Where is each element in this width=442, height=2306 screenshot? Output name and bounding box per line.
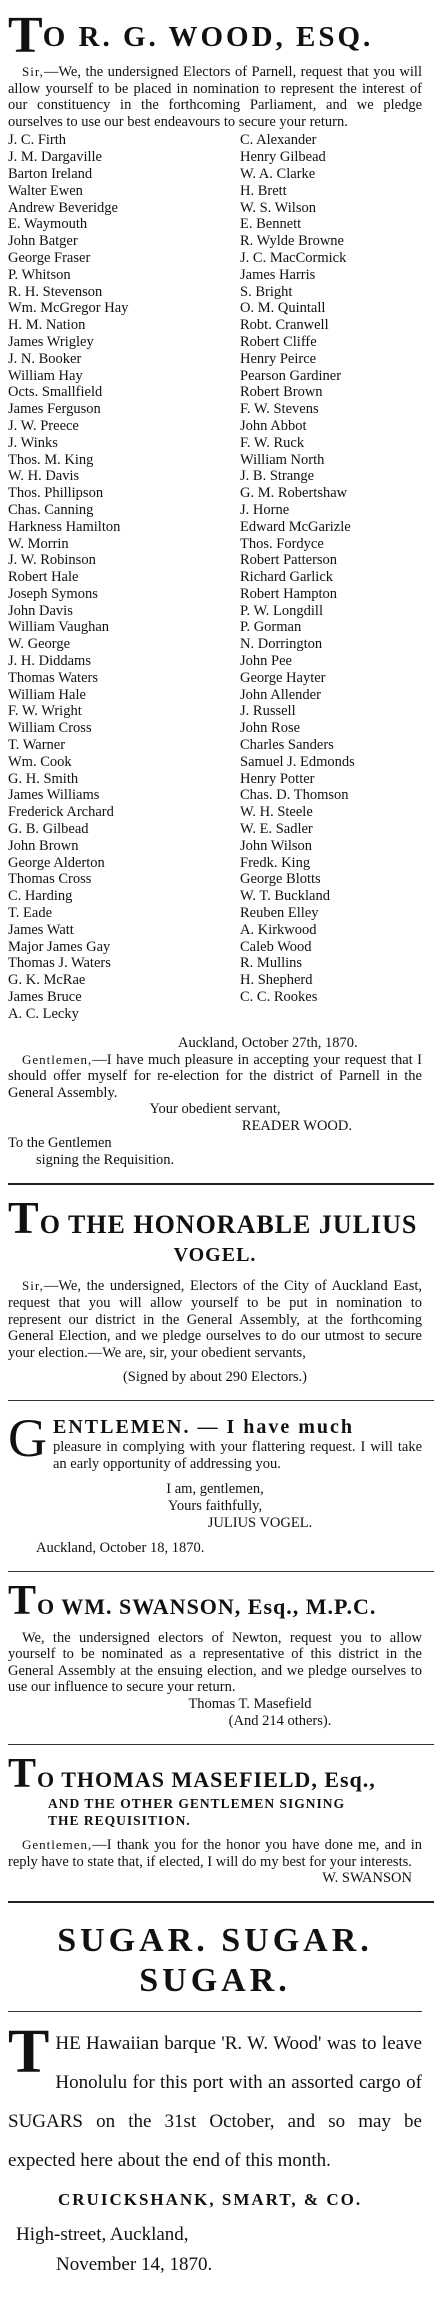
- signatory-name: S. Bright: [240, 283, 293, 300]
- signatory-name: W. T. Buckland: [240, 888, 330, 905]
- signatory-name: Robert Hampton: [240, 585, 338, 602]
- signatory-name: G. H. Smith: [8, 770, 79, 787]
- signatory-name: William Vaughan: [8, 619, 110, 636]
- ad-header: [8, 7, 422, 64]
- signatory-name: George Alderton: [8, 854, 105, 871]
- signatory-name: E. Bennett: [240, 216, 302, 233]
- signatory-name: William Hale: [8, 686, 86, 703]
- closing-line-1: I am, gentlemen,: [166, 1480, 264, 1497]
- signatory-name: George Fraser: [8, 249, 91, 266]
- signatory-name: Thos. Phillipson: [8, 485, 104, 502]
- signatory-name: J. H. Diddams: [8, 653, 91, 670]
- signatory-name: Reuben Elley: [240, 905, 319, 922]
- signatory-name: Pearson Gardiner: [240, 367, 342, 384]
- dateline: Auckland, October 18, 1870.: [36, 1539, 205, 1556]
- header-text: O THOMAS MASEFIELD, Esq.,: [37, 1766, 376, 1792]
- signatory-name: W. S. Wilson: [240, 199, 316, 216]
- signatory-name: F. W. Ruck: [240, 434, 305, 451]
- reply-block: [8, 1415, 422, 1472]
- ad-requisition-swanson: [0, 1577, 442, 1730]
- requisition-body: —We, the undersigned Electors of Parnell, request that you will allow yourself to be placed in nomination to represent the interest of our constituency in the forthcoming Parliament, and we pledge ourselves to use our best endeavours to secure your return.: [8, 64, 422, 130]
- signatory-name: J. Winks: [8, 434, 58, 451]
- signatory-name: P. Gorman: [240, 619, 302, 636]
- signatory-name: O. M. Quintall: [240, 300, 326, 317]
- reply-header: ENTLEMEN. — I have much: [53, 1416, 355, 1439]
- signatory-name: Richard Garlick: [240, 569, 334, 586]
- header-line-1: O THE HONORABLE JULIUS: [39, 1210, 418, 1240]
- reply-body: —I thank you for the honor you have done me, and in reply have to state that, if elected, I will do my best for your interests.: [8, 1836, 422, 1870]
- ad-header: [8, 1750, 422, 1797]
- signatory-name: Thos. M. King: [8, 451, 94, 468]
- signatory-name: Chas. D. Thomson: [240, 787, 349, 804]
- signatory-name: P. Whitson: [8, 266, 71, 283]
- signatory-name: George Hayter: [240, 669, 326, 686]
- signatory-name: G. K. McRae: [8, 972, 86, 989]
- signatory-name: C. Harding: [8, 888, 73, 905]
- ad-reply-vogel: [0, 1415, 442, 1556]
- signatory-name: Thos. Fordyce: [240, 535, 324, 552]
- reply-text: [8, 1052, 422, 1102]
- signatory-name: John Abbot: [240, 417, 307, 434]
- signatory-name: Major James Gay: [8, 938, 111, 955]
- signatory-name: Caleb Wood: [240, 938, 312, 955]
- signatory-name: Robert Brown: [240, 384, 323, 401]
- signatory-name: Harkness Hamilton: [8, 518, 121, 535]
- signatory-name: Robert Cliffe: [240, 333, 317, 350]
- signatory-name: W. E. Sadler: [240, 821, 313, 838]
- signatory-name: William North: [240, 451, 325, 468]
- signatory-name: J. W. Robinson: [8, 552, 96, 569]
- header-text: O R. G. WOOD, ESQ.: [42, 21, 374, 53]
- signatory-name: H. Brett: [240, 182, 287, 199]
- header-initial: T: [8, 1192, 40, 1244]
- salutation: Gentlemen,: [22, 1836, 93, 1852]
- date: November 14, 1870.: [56, 2254, 213, 2276]
- divider: [8, 1400, 434, 1401]
- subheader-line-1: AND THE OTHER GENTLEMEN SIGNING: [48, 1795, 346, 1811]
- signatory-name: Barton Ireland: [8, 165, 93, 182]
- signatory-name: Frederick Archard: [8, 804, 114, 821]
- signatory-name: Robert Patterson: [240, 552, 338, 569]
- signatory-name: John Brown: [8, 837, 79, 854]
- signed-count: (And 214 others).: [228, 1712, 332, 1729]
- signatory-name: R. Wylde Browne: [240, 233, 344, 250]
- ad-reply-swanson: [0, 1750, 442, 1887]
- signatory-name: Charles Sanders: [240, 737, 334, 754]
- header-initial: T: [8, 1750, 38, 1797]
- requisition-text: [8, 1278, 422, 1361]
- signatories-left-column: [8, 132, 240, 1022]
- divider: [8, 2011, 422, 2012]
- signatory-name: James Bruce: [8, 989, 82, 1006]
- signatory-name: Henry Peirce: [240, 350, 317, 367]
- signatory-name: James Harris: [240, 266, 316, 283]
- signatory-name: Wm. McGregor Hay: [8, 300, 129, 317]
- signatory-name: J. C. Firth: [8, 132, 67, 149]
- signatory-name: J. N. Booker: [8, 350, 82, 367]
- ad-header: [8, 1192, 422, 1244]
- signatory-name: R. H. Stevenson: [8, 283, 103, 300]
- signatory-name: Edward McGarizle: [240, 518, 351, 535]
- signatory-name: J. Russell: [240, 703, 296, 720]
- ad-requisition-vogel: [0, 1192, 442, 1386]
- signatory-name: Henry Potter: [240, 770, 315, 787]
- ad-header: [8, 1577, 422, 1624]
- salutation: Sir,: [22, 64, 44, 79]
- signatory-name: Joseph Symons: [8, 585, 98, 602]
- signatory-name: Samuel J. Edmonds: [240, 753, 355, 770]
- signatory-name: John Batger: [8, 233, 78, 250]
- signatory-name: Andrew Beveridge: [8, 199, 118, 216]
- signatory-name: W. A. Clarke: [240, 165, 316, 182]
- divider: [8, 1901, 434, 1903]
- signatory-name: W. Morrin: [8, 535, 69, 552]
- signatory-name: J. Horne: [240, 501, 290, 518]
- signatory-name: James Williams: [8, 787, 100, 804]
- ad-body-block: [8, 2018, 422, 2180]
- signatory-name: W. George: [8, 636, 71, 653]
- signatory-name: William Cross: [8, 720, 92, 737]
- address: High-street, Auckland,: [16, 2224, 189, 2246]
- signatory-name: W. H. Davis: [8, 468, 80, 485]
- header-text: O WM. SWANSON, Esq., M.P.C.: [37, 1593, 377, 1619]
- reply-body: pleasure in complying with your flattering request. I will take an early opportunity of addressing you.: [53, 1439, 422, 1472]
- signatories: [8, 132, 422, 1022]
- firm-name: CRUICKSHANK, SMART, & CO.: [58, 2190, 363, 2210]
- ad-title: SUGAR. SUGAR. SUGAR.: [57, 1922, 373, 2000]
- signatory-name: G. M. Robertshaw: [240, 485, 348, 502]
- signatory-name: A. Kirkwood: [240, 921, 317, 938]
- divider: [8, 1744, 434, 1745]
- signatory-name: James Ferguson: [8, 401, 101, 418]
- signatory-name: J. B. Strange: [240, 468, 315, 485]
- signatory-name: C. Alexander: [240, 132, 317, 149]
- signatories-right-column: [240, 132, 422, 1022]
- signatory-name: Fredk. King: [240, 854, 311, 871]
- requisition-text: [8, 64, 422, 130]
- signatory-name: G. B. Gilbead: [8, 821, 89, 838]
- signatory-name: Chas. Canning: [8, 501, 94, 518]
- requisition-body: We, the undersigned electors of Newton, request you to allow yourself to be nominated as a representative of this district in the General Assembly at the ensuing election, and we pledge ourselves to use our influence to secure your return.: [8, 1629, 422, 1696]
- signatory-name: Walter Ewen: [8, 182, 83, 199]
- signatory-name: Robt. Cranwell: [240, 317, 329, 334]
- signatory-name: William Hay: [8, 367, 83, 384]
- signatory-name: Octs. Smallfield: [8, 384, 103, 401]
- signatory-name: C. C. Rookes: [240, 989, 318, 1006]
- signatory-name: Thomas Cross: [8, 871, 92, 888]
- signature: W. SWANSON: [322, 1870, 412, 1887]
- signatory-name: Thomas J. Waters: [8, 955, 111, 972]
- signatory-name: R. Mullins: [240, 955, 303, 972]
- signatory-name: H. Shepherd: [240, 972, 313, 989]
- signatory-name: John Rose: [240, 720, 301, 737]
- signatory-name: W. H. Steele: [240, 804, 313, 821]
- signatory-name: J. M. Dargaville: [8, 149, 102, 166]
- signatory-name: T. Eade: [8, 905, 53, 922]
- signatory-name: A. C. Lecky: [8, 1005, 79, 1022]
- signatory-name: T. Warner: [8, 737, 66, 754]
- signatory-name: H. M. Nation: [8, 317, 86, 334]
- signature: READER WOOD.: [241, 1118, 352, 1135]
- signatory-name: P. W. Longdill: [240, 602, 323, 619]
- signatory-name: J. W. Preece: [8, 417, 79, 434]
- closing-line-2: Yours faithfully,: [167, 1497, 263, 1514]
- signatory-name: N. Dorrington: [240, 636, 323, 653]
- signatory-name: Wm. Cook: [8, 753, 72, 770]
- signed-note: (Signed by about 290 Electors.): [122, 1369, 308, 1386]
- header-line-2: VOGEL.: [173, 1244, 257, 1267]
- closing: Your obedient servant,: [149, 1101, 281, 1118]
- header-initial: T: [8, 1577, 38, 1624]
- addressee-line-1: To the Gentlemen: [8, 1135, 112, 1152]
- signatory-name: James Watt: [8, 921, 74, 938]
- dateline: Auckland, October 27th, 1870.: [178, 1034, 358, 1051]
- salutation: Sir,: [22, 1278, 44, 1294]
- requisition-body: —We, the undersigned, Electors of the City of Auckland East, request that you will allow yourself to be put in nomination to represent our district in the General Assembly, at the forthcoming General Election, and we pledge ourselves to do our utmost to secure your election.—We are, sir, your obedient servants,: [8, 1278, 422, 1361]
- reply-body: —I have much pleasure in accepting your request that I should offer myself for re-election for the district of Parnell in the General Assembly.: [8, 1051, 422, 1101]
- signatory-name: John Pee: [240, 653, 292, 670]
- header-initial: T: [8, 7, 43, 64]
- addressee-line-2: signing the Requisition.: [36, 1152, 175, 1169]
- signature: JULIUS VOGEL.: [207, 1514, 313, 1531]
- signed-by: Thomas T. Masefield: [188, 1695, 312, 1712]
- signatory-name: Henry Gilbead: [240, 149, 326, 166]
- subheader-line-2: THE REQUISITION.: [48, 1812, 191, 1828]
- drop-cap: T: [8, 2018, 50, 2087]
- signatory-name: John Wilson: [240, 837, 313, 854]
- ad-sugar: [0, 1921, 442, 2280]
- signatory-name: John Allender: [240, 686, 321, 703]
- signatory-name: James Wrigley: [8, 333, 94, 350]
- signatory-name: J. C. MacCormick: [240, 249, 347, 266]
- signatory-name: E. Waymouth: [8, 216, 88, 233]
- signatory-name: F. W. Wright: [8, 703, 82, 720]
- divider: [8, 1183, 434, 1185]
- signatory-name: George Blotts: [240, 871, 321, 888]
- drop-cap: G: [8, 1415, 47, 1469]
- reply-salutation: Gentlemen,: [22, 1051, 93, 1067]
- reply-text: [8, 1837, 422, 1870]
- divider: [8, 1571, 434, 1572]
- ad-body: HE Hawaiian barque 'R. W. Wood' was to leave Honolulu for this port with an assorted cargo of SUGARS on the 31st October, and so may be expected here about the end of this month.: [8, 2033, 422, 2172]
- signatory-name: F. W. Stevens: [240, 401, 319, 418]
- signatory-name: Thomas Waters: [8, 669, 98, 686]
- signatory-name: Robert Hale: [8, 569, 79, 586]
- signatory-name: John Davis: [8, 602, 73, 619]
